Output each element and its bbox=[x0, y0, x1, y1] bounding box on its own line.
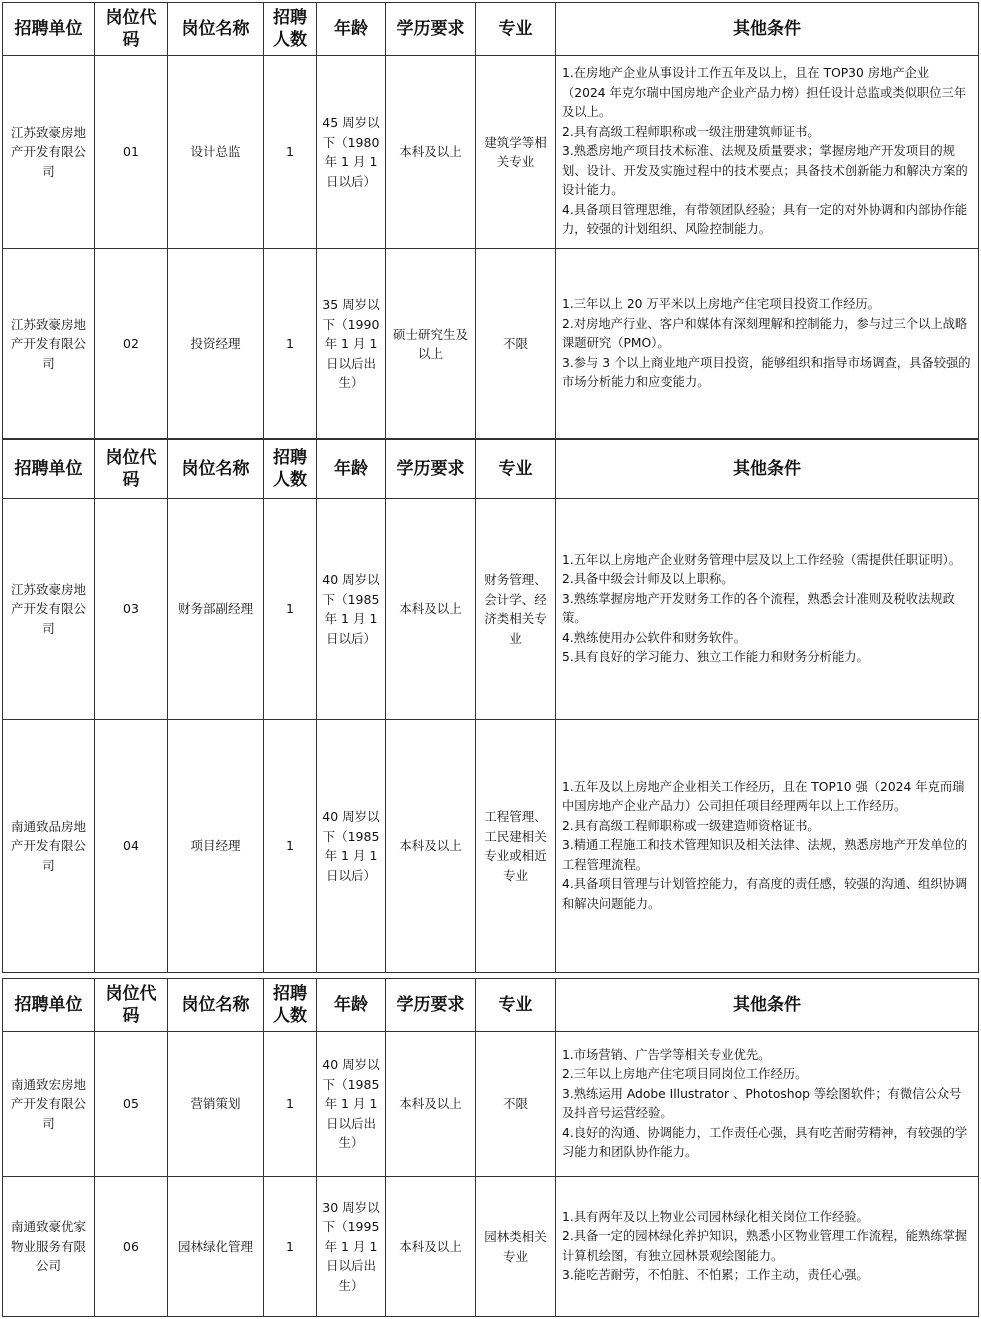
table-row bbox=[3, 720, 979, 973]
cell-unit: 江苏致豪房地产开发有限公司 bbox=[3, 56, 95, 249]
cell-major: 不限 bbox=[476, 1032, 556, 1177]
condition-item: 2.具备中级会计师及以上职称。 bbox=[562, 572, 734, 586]
header-code: 岗位代码 bbox=[95, 439, 168, 499]
header-conditions: 其他条件 bbox=[556, 3, 979, 56]
cell-code: 05 bbox=[95, 1032, 168, 1177]
header-row bbox=[3, 439, 979, 499]
cell-conditions bbox=[556, 1177, 979, 1317]
condition-item: 2.具有高级工程师职称或一级建造师资格证书。 bbox=[562, 818, 820, 833]
cell-code: 01 bbox=[95, 56, 168, 249]
cell-age: 45 周岁以下（1980 年 1 月 1 日以后） bbox=[317, 56, 386, 249]
header-position: 岗位名称 bbox=[168, 439, 264, 499]
cell-position: 营销策划 bbox=[168, 1032, 264, 1177]
cell-age: 35 周岁以下（1990 年 1 月 1 日以后出生） bbox=[317, 249, 386, 440]
condition-item: 2.对房地产行业、客户和媒体有深刻理解和控制能力，参与过三个以上战略课题研究（PMO）。 bbox=[562, 316, 968, 351]
header-unit: 招聘单位 bbox=[3, 439, 95, 499]
cell-education: 本科及以上 bbox=[386, 499, 476, 720]
cell-position: 项目经理 bbox=[168, 720, 264, 973]
cell-education: 硕士研究生及以上 bbox=[386, 249, 476, 440]
header-age: 年龄 bbox=[317, 3, 386, 56]
header-count: 招聘人数 bbox=[264, 979, 317, 1032]
condition-item: 1.市场营销、广告学等相关专业优先。 bbox=[562, 1047, 771, 1062]
header-count: 招聘人数 bbox=[264, 439, 317, 499]
condition-item: 3.熟练掌握房地产开发财务工作的各个流程，熟悉会计准则及税收法规政策。 bbox=[562, 591, 955, 625]
cell-count: 1 bbox=[264, 56, 317, 249]
cell-major: 园林类相关专业 bbox=[476, 1177, 556, 1317]
cell-education: 本科及以上 bbox=[386, 1032, 476, 1177]
cell-major: 财务管理、会计学、经济类相关专业 bbox=[476, 499, 556, 720]
header-position: 岗位名称 bbox=[168, 3, 264, 56]
cell-age: 40 周岁以下（1985 年 1 月 1 日以后） bbox=[317, 499, 386, 720]
table-row bbox=[3, 1177, 979, 1317]
recruitment-table-1 bbox=[2, 2, 979, 440]
header-conditions: 其他条件 bbox=[556, 979, 979, 1032]
header-education: 学历要求 bbox=[386, 979, 476, 1032]
header-major: 专业 bbox=[476, 439, 556, 499]
cell-education: 本科及以上 bbox=[386, 56, 476, 249]
cell-unit: 江苏致豪房地产开发有限公司 bbox=[3, 499, 95, 720]
header-education: 学历要求 bbox=[386, 439, 476, 499]
condition-item: 3.精通工程施工和技术管理知识及相关法律、法规，熟悉房地产开发单位的工程管理流程。 bbox=[562, 838, 968, 872]
header-code: 岗位代码 bbox=[95, 979, 168, 1032]
cell-unit: 江苏致豪房地产开发有限公司 bbox=[3, 249, 95, 440]
header-row bbox=[3, 3, 979, 56]
header-count: 招聘人数 bbox=[264, 3, 317, 56]
cell-unit: 南通致品房地产开发有限公司 bbox=[3, 720, 95, 973]
recruitment-table-2 bbox=[2, 438, 979, 973]
header-unit: 招聘单位 bbox=[3, 979, 95, 1032]
condition-item: 3.参与 3 个以上商业地产项目投资，能够组织和指导市场调查，具备较强的市场分析能力和应变能力。 bbox=[562, 355, 971, 390]
cell-position: 财务部副经理 bbox=[168, 499, 264, 720]
table-row bbox=[3, 56, 979, 249]
cell-conditions bbox=[556, 1032, 979, 1177]
table-row bbox=[3, 249, 979, 440]
condition-item: 1.五年以上房地产企业财务管理中层及以上工作经验（需提供任职证明）。 bbox=[562, 552, 962, 567]
recruitment-table-3 bbox=[2, 978, 979, 1317]
condition-item: 2.具有高级工程师职称或一级注册建筑师证书。 bbox=[562, 124, 820, 139]
cell-count: 1 bbox=[264, 720, 317, 973]
cell-count: 1 bbox=[264, 1177, 317, 1317]
header-major: 专业 bbox=[476, 979, 556, 1032]
condition-item: 4.具备项目管理思维，有带领团队经验；具有一定的对外协调和内部协作能力，较强的计划组织、风险控制能力。 bbox=[562, 202, 968, 237]
cell-conditions bbox=[556, 720, 979, 973]
condition-item: 3.熟练运用 Adobe Illustrator 、Photoshop 等绘图软件；有微信公众号及抖音号运营经验。 bbox=[562, 1086, 962, 1120]
cell-count: 1 bbox=[264, 1032, 317, 1177]
header-conditions: 其他条件 bbox=[556, 439, 979, 499]
cell-code: 06 bbox=[95, 1177, 168, 1317]
cell-unit: 南通致宏房地产开发有限公司 bbox=[3, 1032, 95, 1177]
cell-conditions bbox=[556, 499, 979, 720]
cell-position: 园林绿化管理 bbox=[168, 1177, 264, 1317]
cell-unit: 南通致豪优家物业服务有限公司 bbox=[3, 1177, 95, 1317]
header-unit: 招聘单位 bbox=[3, 3, 95, 56]
condition-item: 2.三年以上房地产住宅项目同岗位工作经历。 bbox=[562, 1067, 808, 1081]
condition-item: 4.具备项目管理与计划管控能力，有高度的责任感，较强的沟通、组织协调和解决问题能力。 bbox=[562, 877, 968, 911]
cell-count: 1 bbox=[264, 499, 317, 720]
header-code: 岗位代码 bbox=[95, 3, 168, 56]
condition-item: 1.五年及以上房地产企业相关工作经历，且在 TOP10 强（2024 年克而瑞中国房地产企业产品力）公司担任项目经理两年以上工作经历。 bbox=[562, 779, 965, 814]
cell-conditions bbox=[556, 249, 979, 440]
condition-item: 3.能吃苦耐劳，不怕脏、不怕累；工作主动，责任心强。 bbox=[562, 1268, 869, 1282]
condition-item: 1.具有两年及以上物业公司园林绿化相关岗位工作经验。 bbox=[562, 1209, 869, 1224]
table-row bbox=[3, 499, 979, 720]
cell-conditions bbox=[556, 56, 979, 249]
cell-age: 40 周岁以下（1985 年 1 月 1 日以后） bbox=[317, 720, 386, 973]
header-position: 岗位名称 bbox=[168, 979, 264, 1032]
cell-education: 本科及以上 bbox=[386, 720, 476, 973]
header-row bbox=[3, 979, 979, 1032]
condition-item: 1.在房地产企业从事设计工作五年及以上，且在 TOP30 房地产企业（2024 年克尔瑞中国房地产企业产品力榜）担任设计总监或类似职位三年及以上。 bbox=[562, 66, 967, 120]
cell-education: 本科及以上 bbox=[386, 1177, 476, 1317]
header-education: 学历要求 bbox=[386, 3, 476, 56]
condition-item: 1.三年以上 20 万平米以上房地产住宅项目投资工作经历。 bbox=[562, 297, 881, 312]
condition-item: 4.良好的沟通、协调能力，工作责任心强，具有吃苦耐劳精神，有较强的学习能力和团队协作能力。 bbox=[562, 1125, 968, 1159]
header-age: 年龄 bbox=[317, 979, 386, 1032]
cell-age: 40 周岁以下（1985 年 1 月 1 日以后出生） bbox=[317, 1032, 386, 1177]
cell-position: 设计总监 bbox=[168, 56, 264, 249]
condition-item: 3.熟悉房地产项目技术标准、法规及质量要求；掌握房地产开发项目的规划、设计、开发及实施过程中的技术要点；具备技术创新能力和解决方案的设计能力。 bbox=[562, 144, 968, 198]
cell-code: 02 bbox=[95, 249, 168, 440]
cell-major: 不限 bbox=[476, 249, 556, 440]
header-age: 年龄 bbox=[317, 439, 386, 499]
cell-code: 03 bbox=[95, 499, 168, 720]
condition-item: 2.具备一定的园林绿化养护知识，熟悉小区物业管理工作流程，能熟练掌握计算机绘图，有独立园林景观绘图能力。 bbox=[562, 1229, 968, 1263]
cell-major: 工程管理、工民建相关专业或相近专业 bbox=[476, 720, 556, 973]
cell-count: 1 bbox=[264, 249, 317, 440]
cell-code: 04 bbox=[95, 720, 168, 973]
cell-position: 投资经理 bbox=[168, 249, 264, 440]
condition-item: 4.熟练使用办公软件和财务软件。 bbox=[562, 630, 746, 645]
condition-item: 5.具有良好的学习能力、独立工作能力和财务分析能力。 bbox=[562, 650, 869, 664]
table-row bbox=[3, 1032, 979, 1177]
header-major: 专业 bbox=[476, 3, 556, 56]
cell-age: 30 周岁以下（1995 年 1 月 1 日以后出生） bbox=[317, 1177, 386, 1317]
cell-major: 建筑学等相关专业 bbox=[476, 56, 556, 249]
